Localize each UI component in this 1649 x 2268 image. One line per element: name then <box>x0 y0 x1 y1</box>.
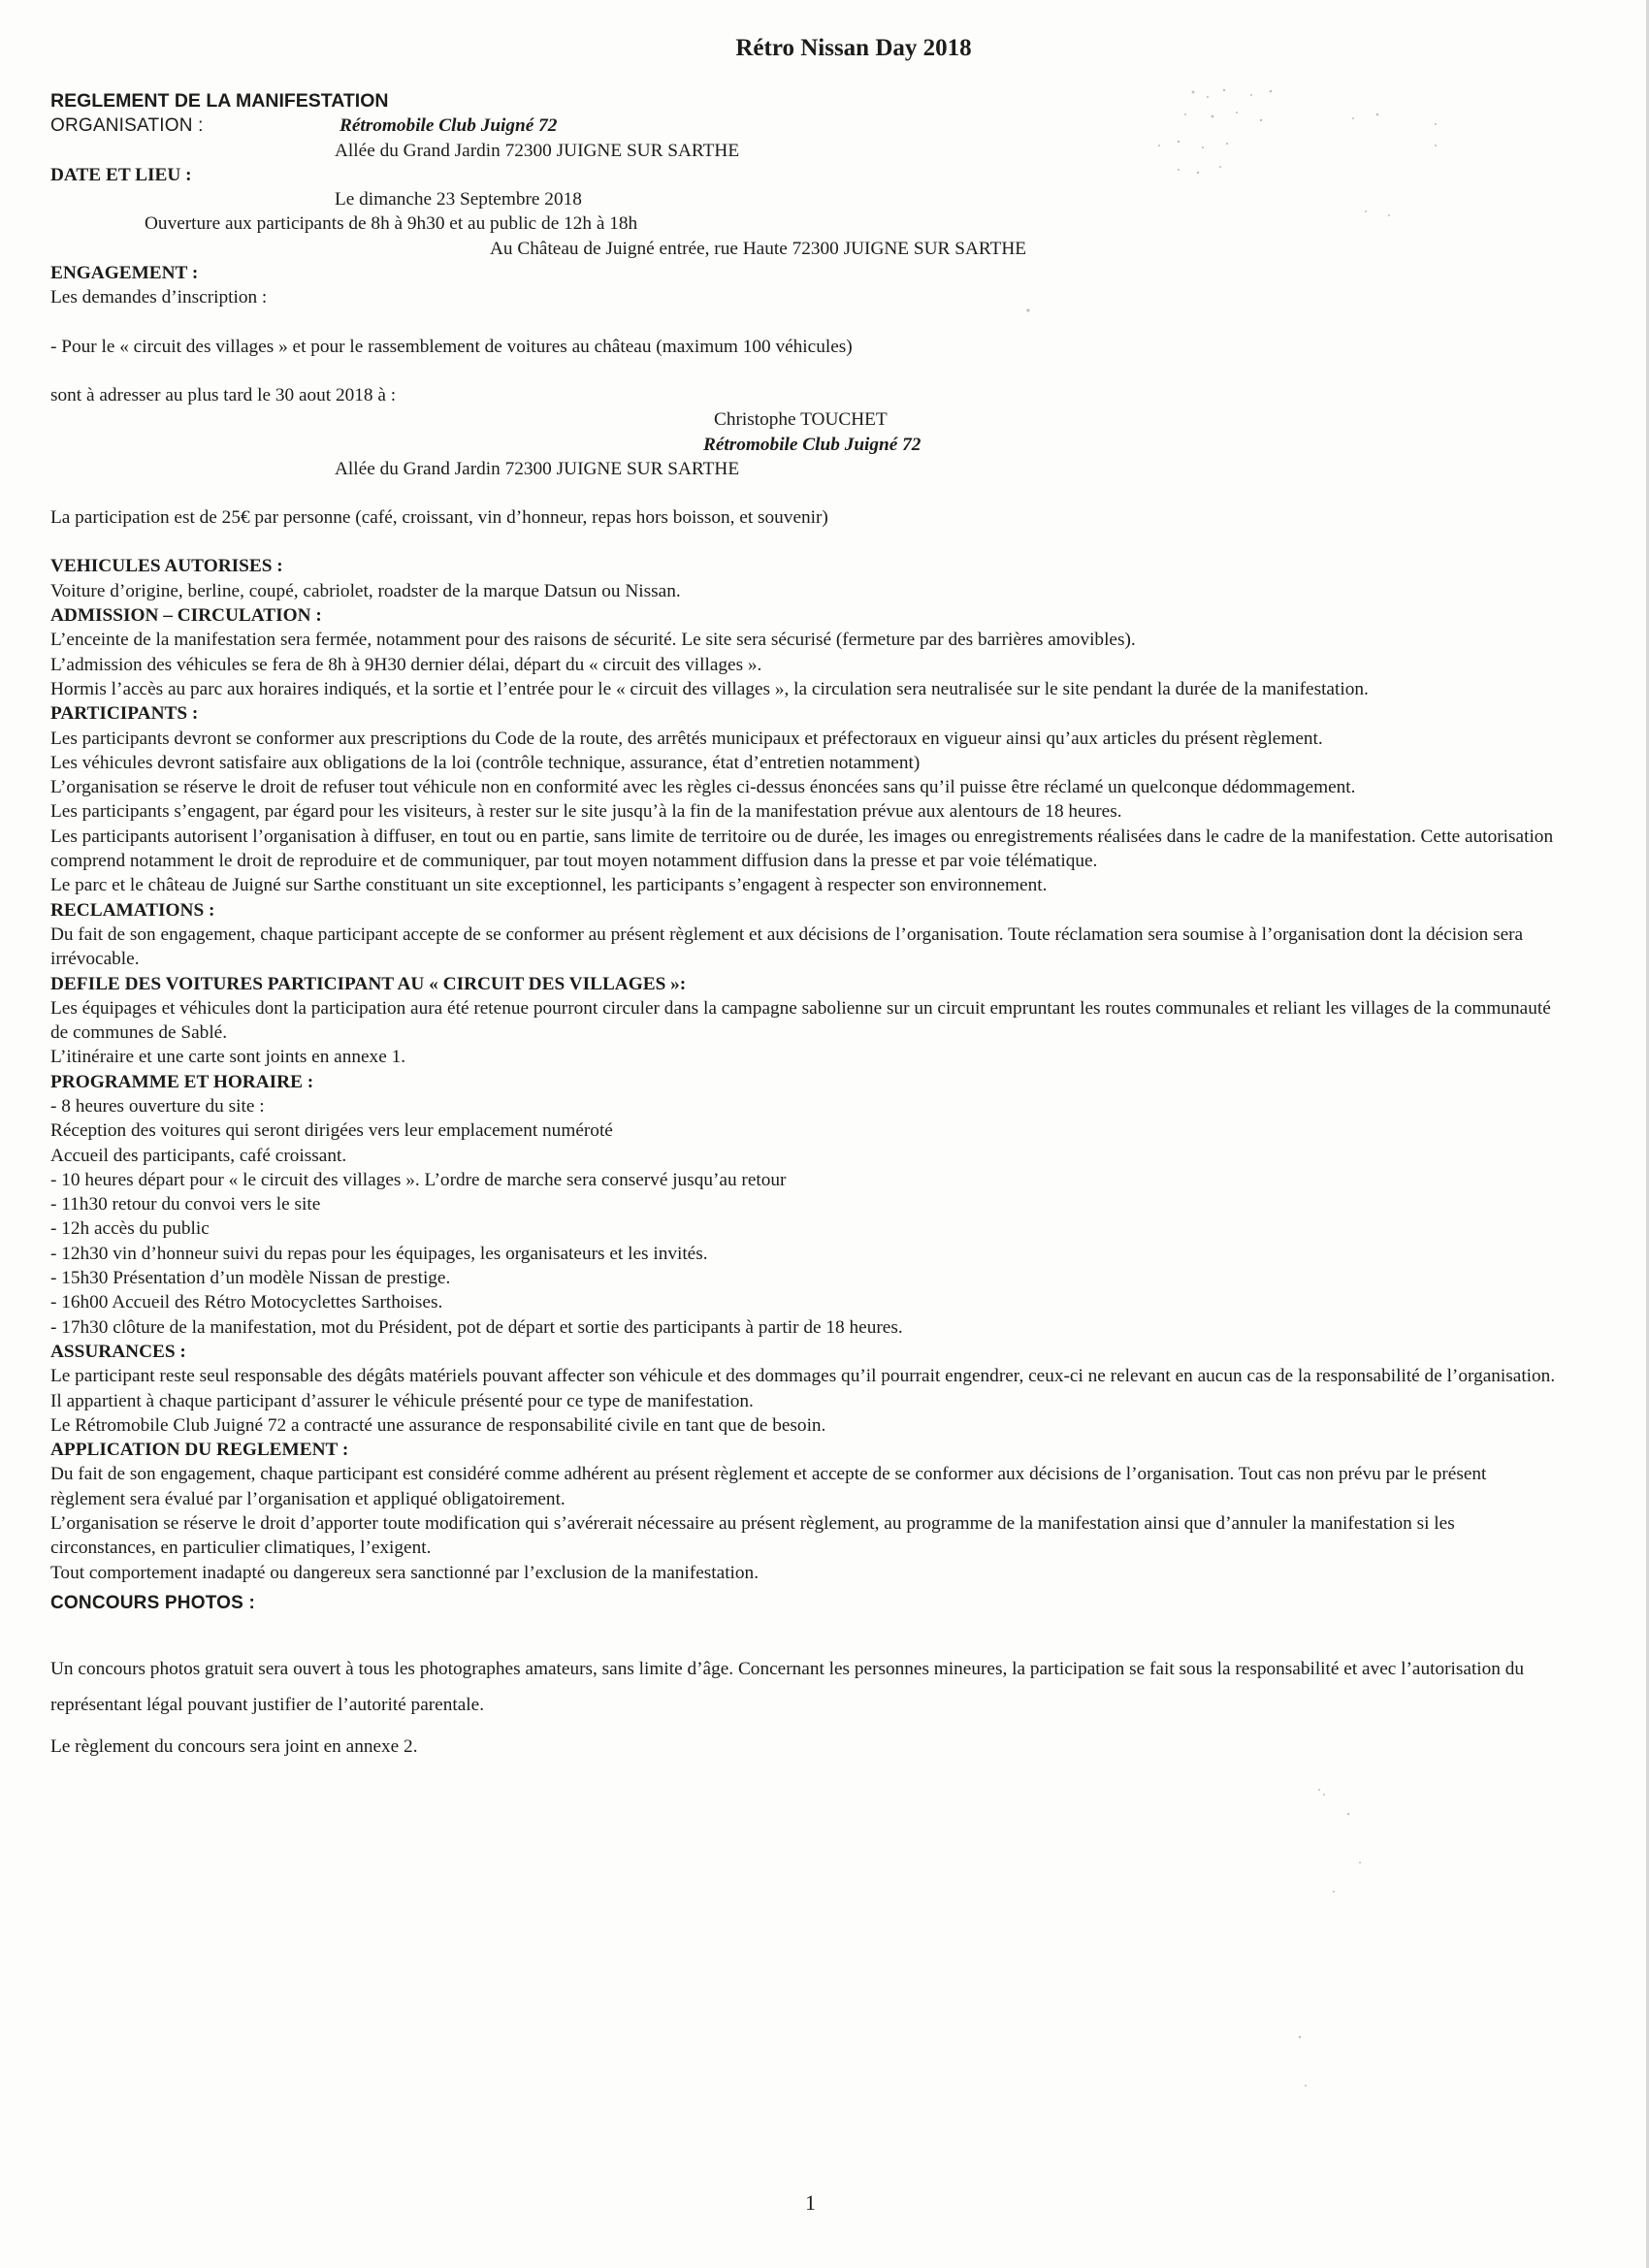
participants-line: Les véhicules devront satisfaire aux obligations de la loi (contrôle technique, assurance, état d’entretien notamment) <box>50 752 921 773</box>
concours-annexe: Le règlement du concours sera joint en annexe 2. <box>50 1736 418 1758</box>
organisation-club: Rétromobile Club Juigné 72 <box>340 115 558 137</box>
page-number: 1 <box>805 2190 816 2215</box>
programme-heading: PROGRAMME ET HORAIRE : <box>50 1071 314 1092</box>
participants-line: Le parc et le château de Juigné sur Sarthe constituant un site exceptionnel, les participants s’engagent à respecter son environnement. <box>50 875 1048 896</box>
contact-club: Rétromobile Club Juigné 72 <box>703 434 922 455</box>
programme-line: - 16h00 Accueil des Rétro Motocyclettes Sarthoises. <box>50 1292 443 1313</box>
vehicules-heading: VEHICULES AUTORISES : <box>50 556 283 577</box>
programme-line: Réception des voitures qui seront dirigées vers leur emplacement numéroté <box>50 1120 613 1142</box>
participation-fee: La participation est de 25€ par personne (café, croissant, vin d’honneur, repas hors boisson, et souvenir) <box>50 507 828 529</box>
engagement-deadline: sont à adresser au plus tard le 30 aout 2018 à : <box>50 384 397 405</box>
defile-line: Les équipages et véhicules dont la participation aura été retenue pourront circuler dans la campagne sabolienne sur un circuit empruntant les routes communales et reliant les villages de la communauté de communes de Sablé. <box>50 997 1551 1044</box>
concours-heading: CONCOURS PHOTOS : <box>50 1592 256 1613</box>
concours-text: Un concours photos gratuit sera ouvert à tous les photographes amateurs, sans limite d’âge. Concernant les personnes mineures, la participation se fait sous la responsabilité et avec l’autorisation du représentant légal pouvant justifier de l’autorité parentale. <box>50 1659 1525 1716</box>
participants-line: Les participants devront se conformer aux prescriptions du Code de la route, des arrêtés municipaux et préfectoraux en vigueur ainsi qu’aux articles du présent règlement. <box>50 728 1323 749</box>
programme-line: - 17h30 clôture de la manifestation, mot du Président, pot de départ et sortie des participants à partir de 18 heures. <box>50 1316 903 1338</box>
reclamations-heading: RECLAMATIONS : <box>50 899 215 921</box>
programme-line: - 12h30 vin d’honneur suivi du repas pour les équipages, les organisateurs et les invités. <box>50 1243 708 1264</box>
assurances-heading: ASSURANCES : <box>50 1341 186 1362</box>
engagement-intro: Les demandes d’inscription : <box>50 287 268 308</box>
programme-line: - 15h30 Présentation d’un modèle Nissan de prestige. <box>50 1268 451 1289</box>
programme-line: - 8 heures ouverture du site : <box>50 1095 265 1117</box>
page-title: Rétro Nissan Day 2018 <box>735 35 972 61</box>
assurances-line: Le participant reste seul responsable des dégâts matériels pouvant affecter son véhicule et des dommages qu’il pourrait engendrer, ceux-ci ne relevant en aucun cas de la responsabilité de l’organisation. Il appartient à chaque participant d’assurer le véhicule présenté pour ce type de manifestation. <box>50 1366 1556 1411</box>
event-date: Le dimanche 23 Septembre 2018 <box>335 189 582 211</box>
organisation-block <box>50 113 1564 163</box>
programme-line: - 12h accès du public <box>50 1218 210 1240</box>
contact-address: Allée du Grand Jardin 72300 JUIGNE SUR SARTHE <box>335 458 740 479</box>
admission-line: L’enceinte de la manifestation sera fermée, notamment pour des raisons de sécurité. Le site sera sécurisé (fermeture par des barrières amovibles). <box>50 630 1136 651</box>
programme-line: Accueil des participants, café croissant. <box>50 1145 347 1166</box>
assurances-line: Le Rétromobile Club Juigné 72 a contracté une assurance de responsabilité civile en tant que de besoin. <box>50 1414 826 1436</box>
event-place: Au Château de Juigné entrée, rue Haute 72300 JUIGNE SUR SARTHE <box>490 238 1027 259</box>
engagement-heading: ENGAGEMENT : <box>50 263 199 284</box>
admission-line: Hormis l’accès au parc aux horaires indiqués, et la sortie et l’entrée pour le « circuit des villages », la circulation sera neutralisée sur le site pendant la durée de la manifestation. <box>50 678 1369 699</box>
contact-name: Christophe TOUCHET <box>714 409 888 431</box>
admission-line: L’admission des véhicules se fera de 8h à 9H30 dernier délai, départ du « circuit des villages ». <box>50 654 762 675</box>
application-line: Tout comportement inadapté ou dangereux sera sanctionné par l’exclusion de la manifestation. <box>50 1562 760 1583</box>
admission-heading: ADMISSION – CIRCULATION : <box>50 605 322 627</box>
main-heading: REGLEMENT DE LA MANIFESTATION <box>50 90 389 112</box>
programme-line: - 10 heures départ pour « le circuit des villages ». L’ordre de marche sera conservé jusqu’au retour <box>50 1169 787 1190</box>
participants-line: Les participants s’engagent, par égard pour les visiteurs, à rester sur le site jusqu’à la fin de la manifestation prévue aux alentours de 18 heures. <box>50 801 1122 823</box>
defile-heading: DEFILE DES VOITURES PARTICIPANT AU « CIRCUIT DES VILLAGES »: <box>50 973 687 994</box>
reclamations-text: Du fait de son engagement, chaque participant accepte de se conformer au présent règlement et aux décisions de l’organisation. Toute réclamation sera soumise à l’organisation dont la décision sera irrévocable. <box>50 923 1524 970</box>
participants-line: Les participants autorisent l’organisation à diffuser, en tout ou en partie, sans limite de territoire ou de durée, les images ou enregistrements réalisées dans le cadre de la manifestation. Cette autorisation comprend notamment le droit de reproduire et de communiquer, par tout moyen notamment diffusion dans la presse et par voie télématique. <box>50 826 1554 872</box>
organisation-label: ORGANISATION : <box>50 115 204 137</box>
participants-heading: PARTICIPANTS : <box>50 703 199 725</box>
organisation-address: Allée du Grand Jardin 72300 JUIGNE SUR SARTHE <box>335 140 740 161</box>
application-line: L’organisation se réserve le droit d’apporter toute modification qui s’avérerait nécessaire au présent règlement, au programme de la manifestation ainsi que d’annuler la manifestation si les circonstances, en particulier climatiques, l’exigent. <box>50 1513 1455 1559</box>
event-hours: Ouverture aux participants de 8h à 9h30 et au public de 12h à 18h <box>145 213 638 235</box>
defile-line: L’itinéraire et une carte sont joints en annexe 1. <box>50 1047 406 1068</box>
date-lieu-heading: DATE ET LIEU : <box>50 164 192 185</box>
participants-line: L’organisation se réserve le droit de refuser tout véhicule non en conformité avec les règles ci-dessus énoncées sans qu’il puisse être réclamé un quelconque dédommagement. <box>50 777 1356 798</box>
vehicules-text: Voiture d’origine, berline, coupé, cabriolet, roadster de la marque Datsun ou Nissan. <box>50 580 681 601</box>
document-body <box>50 89 1564 1760</box>
programme-line: - 11h30 retour du convoi vers le site <box>50 1194 321 1215</box>
application-line: Du fait de son engagement, chaque participant est considéré comme adhérent au présent règlement et accepte de se conformer aux décisions de l’organisation. Tout cas non prévu par le présent règlement sera évalué par l’organisation et appliqué obligatoirement. <box>50 1464 1487 1509</box>
engagement-item: - Pour le « circuit des villages » et pour le rassemblement de voitures au château (maximum 100 véhicules) <box>50 336 853 357</box>
application-heading: APPLICATION DU REGLEMENT : <box>50 1440 349 1461</box>
